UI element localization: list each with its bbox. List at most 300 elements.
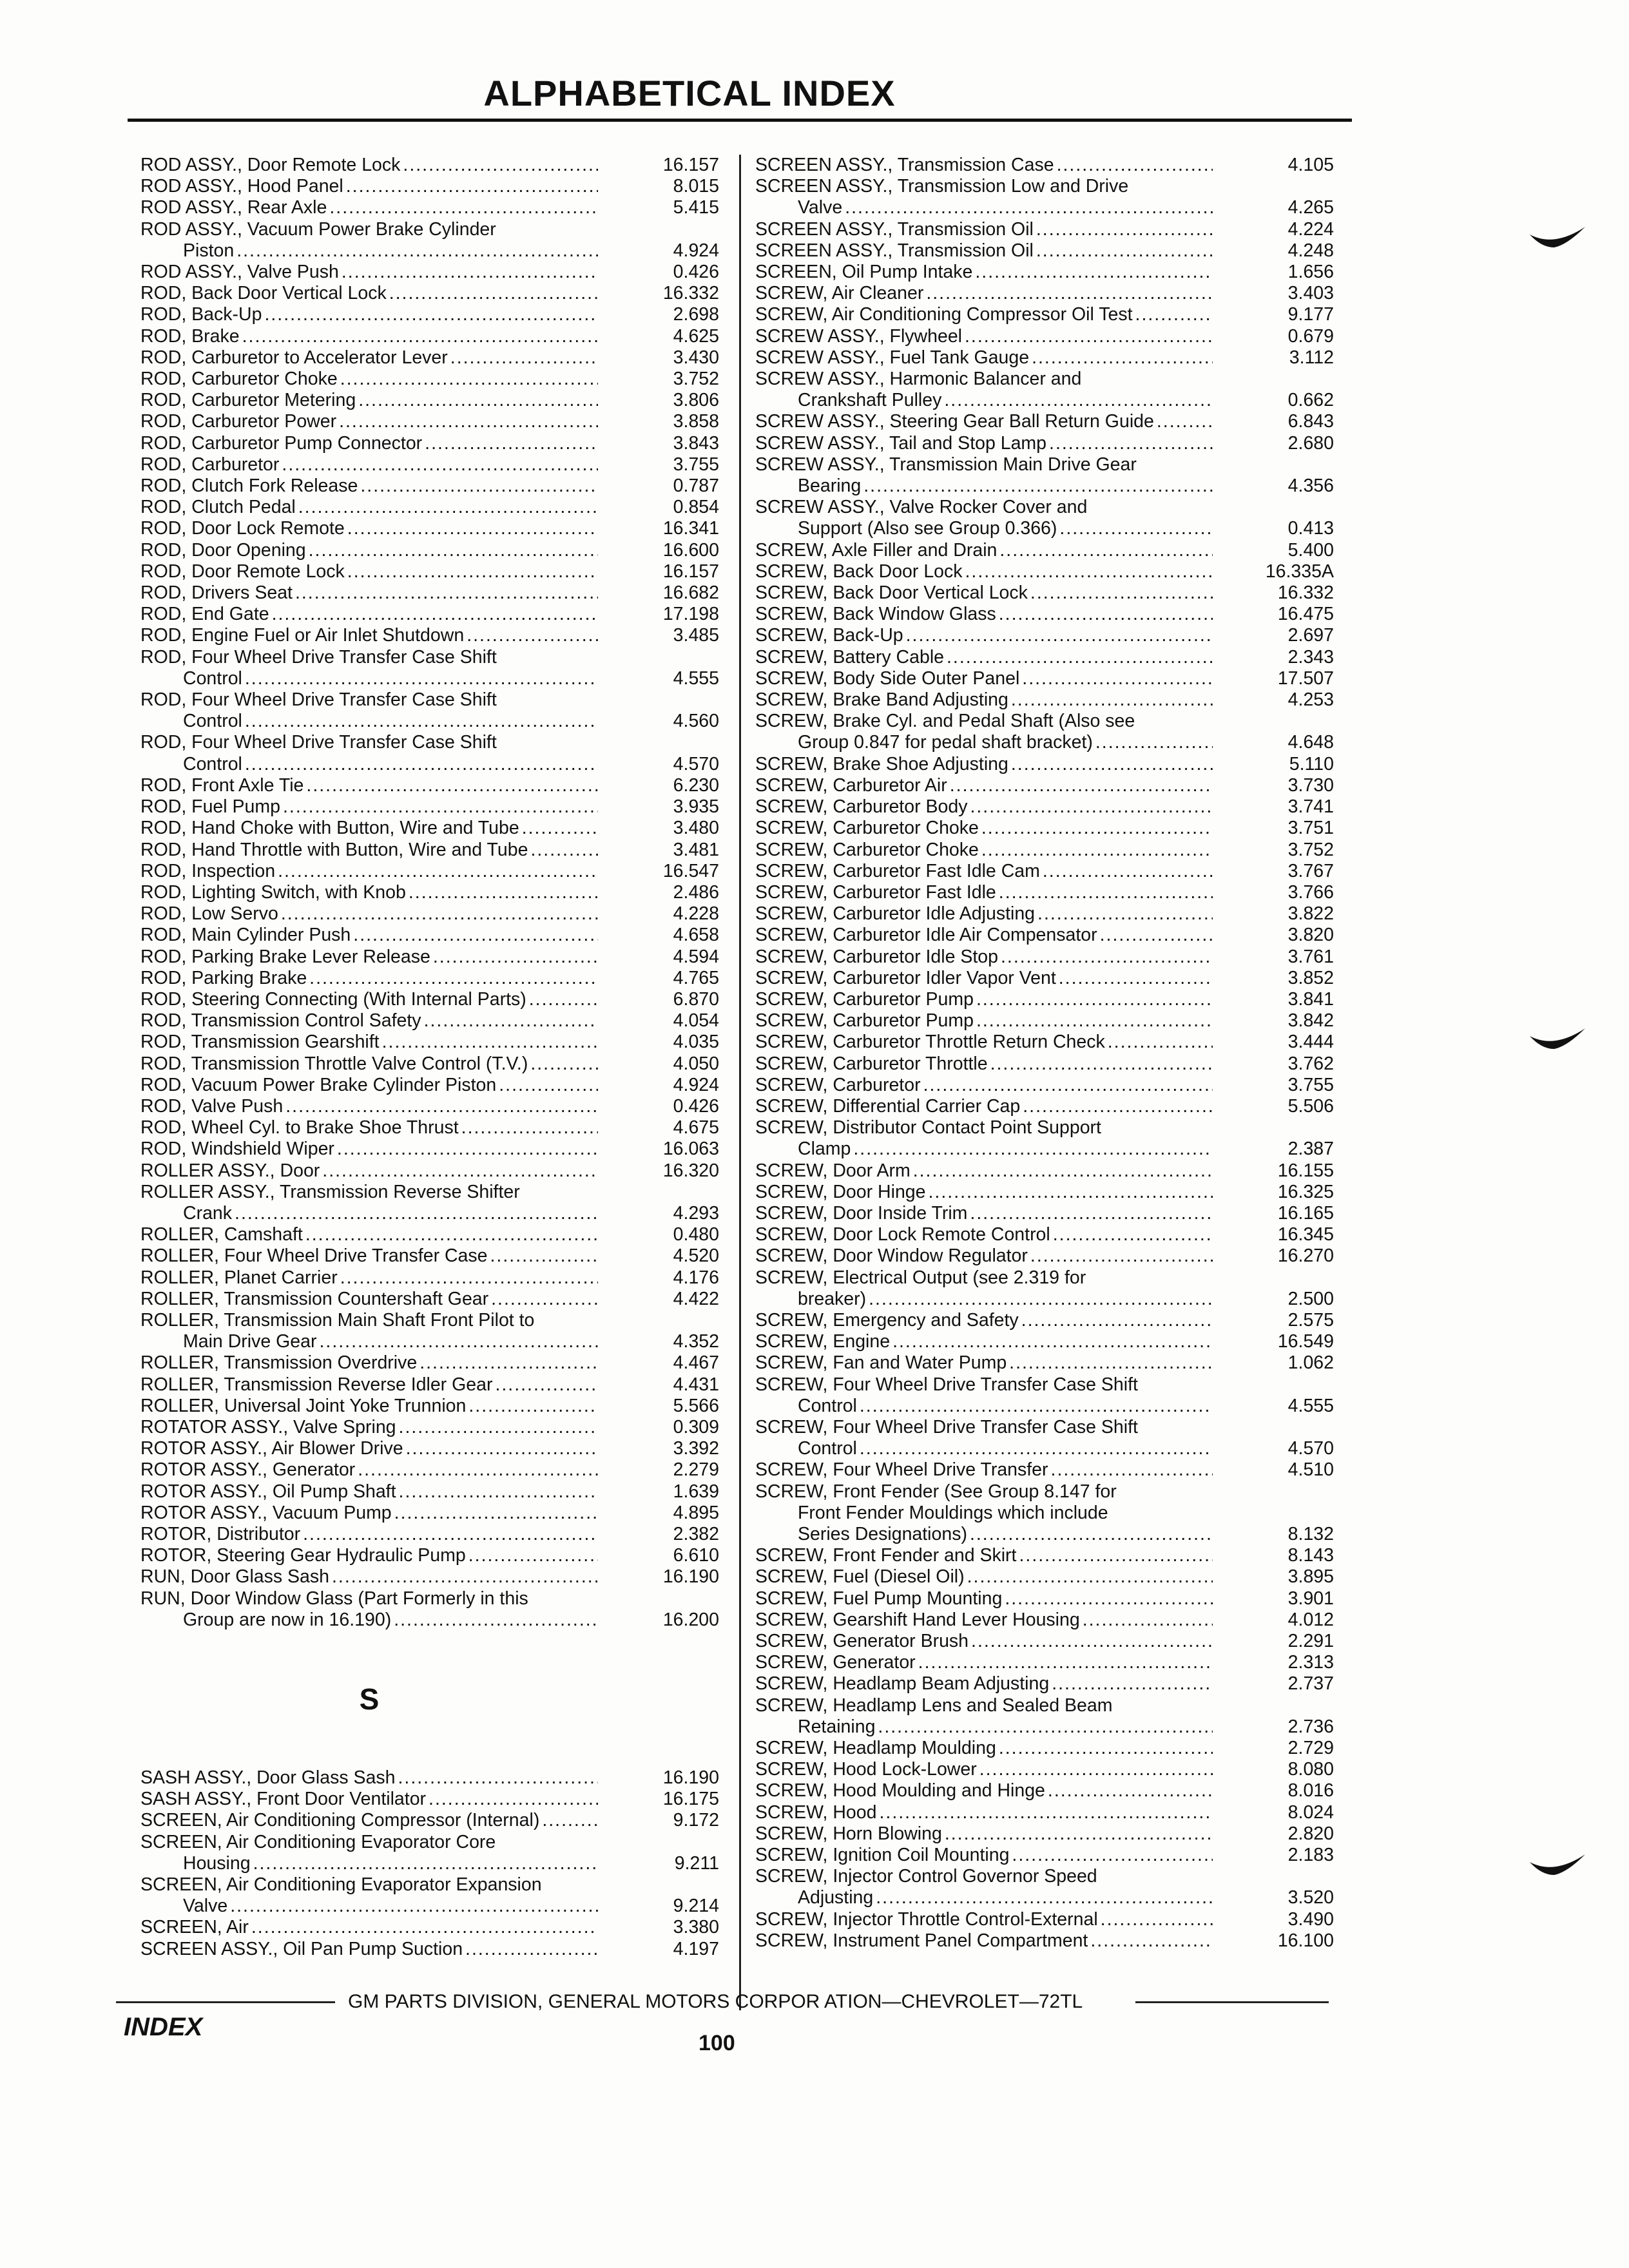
entry-text-line — [140, 1524, 598, 1545]
group-number: 16.547 — [662, 860, 719, 881]
group-number: 3.755 — [673, 454, 719, 475]
entry-description — [140, 1810, 598, 1831]
binder-tab-mark — [1528, 226, 1588, 251]
dot-leader — [999, 540, 1213, 561]
dot-leader — [339, 411, 598, 432]
dot-leader — [1049, 433, 1213, 454]
dot-leader — [1053, 1224, 1213, 1245]
index-entry — [140, 1289, 727, 1310]
entry-description — [140, 497, 598, 518]
entry-text-line — [140, 689, 598, 711]
entry-text: SCREW, Carburetor Idle Adjusting — [755, 903, 1036, 925]
entry-text: SCREW, Injector Control Governor Speed — [755, 1866, 1097, 1887]
entry-text-line — [755, 604, 1213, 625]
dot-leader — [281, 903, 598, 925]
entry-text-line — [755, 1396, 1213, 1417]
entry-text-line — [755, 155, 1213, 176]
entry-text: SCREW, Injector Throttle Control-External — [755, 1908, 1098, 1930]
index-entry — [140, 1374, 727, 1396]
entry-description — [140, 1417, 598, 1438]
dot-leader — [1012, 1845, 1213, 1866]
entry-description — [755, 968, 1213, 989]
entry-text-line — [140, 1310, 598, 1331]
dot-leader — [251, 1917, 598, 1938]
entry-description — [140, 604, 598, 625]
entry-text-line — [140, 1224, 598, 1245]
entry-description — [755, 1845, 1213, 1866]
entry-description — [755, 1545, 1213, 1566]
entry-text: SCREW, Body Side Outer Panel — [755, 668, 1020, 689]
dot-leader — [406, 1438, 598, 1459]
index-entry — [755, 903, 1342, 925]
entry-text-line — [140, 604, 598, 625]
dot-leader — [264, 304, 598, 325]
group-number: 0.679 — [1287, 325, 1334, 347]
entry-text: SCREW, Instrument Panel Compartment — [755, 1930, 1088, 1951]
index-entry — [140, 433, 727, 454]
entry-text: SCREW, Carburetor Pump — [755, 988, 974, 1010]
entry-text-line — [140, 1459, 598, 1481]
index-entry — [140, 304, 727, 325]
group-number: 4.431 — [673, 1374, 719, 1395]
group-number: 4.105 — [1287, 155, 1334, 175]
entry-text: SCREW, Back Door Lock — [755, 561, 963, 582]
entry-description — [140, 796, 598, 818]
index-entry — [140, 925, 727, 946]
dot-leader — [981, 818, 1213, 839]
entry-text-line — [140, 775, 598, 796]
entry-description — [755, 882, 1213, 903]
entry-description — [140, 540, 598, 561]
entry-text-line — [140, 347, 598, 369]
index-entry — [755, 347, 1342, 369]
entry-text: SCREW, Carburetor Fast Idle — [755, 881, 996, 903]
entry-text: SCREW, Front Fender (See Group 8.147 for — [755, 1481, 1117, 1502]
entry-description — [755, 818, 1213, 839]
entry-description — [755, 454, 1213, 497]
dot-leader — [419, 1352, 598, 1374]
group-number: 3.485 — [673, 625, 719, 646]
entry-description — [140, 1396, 598, 1417]
entry-description — [755, 754, 1213, 775]
entry-description — [140, 689, 598, 732]
group-number: 6.610 — [673, 1545, 719, 1566]
entry-text-line — [755, 818, 1213, 839]
group-number: 3.480 — [673, 818, 719, 839]
entry-text: ROD, Windshield Wiper — [140, 1139, 334, 1160]
entry-text-line — [140, 1075, 598, 1096]
index-entry — [755, 497, 1342, 539]
group-number: 3.730 — [1287, 774, 1334, 796]
entry-text-line — [755, 561, 1213, 582]
entry-text-line — [140, 1139, 598, 1160]
dot-leader — [283, 796, 598, 818]
index-entry — [755, 304, 1342, 325]
entry-text: SCREW, Door Arm — [755, 1160, 911, 1181]
entry-text: Clamp — [798, 1139, 851, 1160]
section-label: INDEX — [124, 2013, 203, 2041]
dot-leader — [1036, 240, 1213, 262]
index-entry — [140, 1767, 727, 1789]
index-entry — [755, 1352, 1342, 1374]
index-entry — [140, 1310, 727, 1352]
index-entry — [140, 1874, 727, 1917]
group-number: 4.224 — [1287, 218, 1334, 240]
group-number: 3.852 — [1287, 967, 1334, 988]
entry-text: ROD, Inspection — [140, 860, 276, 881]
entry-description — [755, 711, 1213, 753]
entry-text: SCREW ASSY., Transmission Main Drive Gear — [755, 454, 1137, 475]
index-entry — [755, 1267, 1342, 1310]
entry-text: ROD, Transmission Control Safety — [140, 1010, 421, 1032]
entry-description — [755, 796, 1213, 818]
index-entry — [140, 1832, 727, 1874]
entry-text: Retaining — [798, 1716, 876, 1737]
group-number: 2.291 — [1287, 1631, 1334, 1652]
entry-text: ROD, Carburetor Pump Connector — [140, 432, 423, 454]
entry-description — [140, 1939, 598, 1960]
entry-description — [140, 1481, 598, 1503]
entry-text: SCREW, Air Cleaner — [755, 283, 924, 304]
entry-text: ROD, Door Remote Lock — [140, 561, 345, 582]
index-entry — [755, 582, 1342, 604]
entry-text: SCREW, Hood Moulding and Hinge — [755, 1780, 1045, 1802]
index-entry — [140, 1417, 727, 1438]
entry-description — [140, 1010, 598, 1032]
dot-leader — [906, 625, 1213, 646]
entry-text: SCREW, Generator Brush — [755, 1631, 969, 1652]
index-entry — [140, 968, 727, 989]
dot-leader — [1011, 754, 1213, 775]
group-number: 5.400 — [1287, 539, 1334, 561]
entry-description — [140, 326, 598, 347]
entry-text-line — [140, 903, 598, 925]
group-number: 17.507 — [1277, 668, 1334, 689]
index-entry — [755, 1032, 1342, 1053]
entry-text-line — [755, 433, 1213, 454]
entry-description — [755, 582, 1213, 604]
title-rule — [128, 119, 1352, 122]
entry-description — [755, 647, 1213, 668]
entry-text: Adjusting — [798, 1887, 874, 1908]
entry-description — [755, 1866, 1213, 1908]
group-number: 3.444 — [1287, 1032, 1334, 1053]
dot-leader — [332, 1566, 598, 1588]
entry-text: ROD, Brake — [140, 325, 240, 347]
entry-text: SCREW, Brake Band Adjusting — [755, 689, 1008, 711]
entry-text: Control — [183, 711, 242, 732]
dot-leader — [860, 1438, 1213, 1459]
dot-leader — [1059, 968, 1213, 989]
entry-description — [755, 1759, 1213, 1780]
entry-text-line — [140, 240, 598, 262]
index-entry — [755, 1374, 1342, 1417]
entry-text-line — [140, 1481, 598, 1503]
entry-text: ROTOR ASSY., Oil Pump Shaft — [140, 1481, 396, 1502]
entry-description — [140, 1566, 598, 1588]
entry-description — [140, 732, 598, 774]
dot-leader — [853, 1139, 1213, 1160]
dot-leader — [399, 1417, 598, 1438]
entry-text: SCREW, Carburetor Body — [755, 796, 968, 818]
dot-leader — [1009, 1352, 1213, 1374]
entry-text: ROD, Low Servo — [140, 903, 278, 925]
group-number: 3.842 — [1287, 1010, 1334, 1032]
entry-text-line — [755, 283, 1213, 304]
dot-leader — [309, 540, 598, 561]
dot-leader — [295, 582, 598, 604]
group-number: 16.155 — [1277, 1160, 1334, 1181]
dot-leader — [1030, 1245, 1213, 1267]
index-entry — [755, 861, 1342, 882]
entry-text-line — [755, 711, 1213, 732]
dot-leader — [1019, 1545, 1213, 1566]
dot-leader — [409, 882, 598, 903]
index-entry — [140, 1588, 727, 1631]
index-entry — [755, 625, 1342, 646]
index-entry — [140, 347, 727, 369]
group-number: 16.157 — [662, 155, 719, 175]
entry-text: ROD, Carburetor to Accelerator Lever — [140, 347, 448, 368]
s-entry-list — [140, 1767, 727, 1960]
dot-leader — [1043, 861, 1213, 882]
dot-leader — [976, 1010, 1213, 1032]
entry-text: SCREW ASSY., Fuel Tank Gauge — [755, 347, 1030, 368]
dot-leader — [1051, 1459, 1213, 1481]
group-number: 4.248 — [1287, 240, 1334, 261]
group-number: 16.335A — [1265, 561, 1334, 582]
entry-text-line — [140, 1352, 598, 1374]
entry-text-line — [755, 861, 1213, 882]
entry-text-line — [140, 1939, 598, 1960]
dot-leader — [236, 240, 598, 262]
entry-text: SCREW, Ignition Coil Mounting — [755, 1845, 1010, 1866]
entry-description — [755, 155, 1213, 176]
entry-description — [755, 1203, 1213, 1224]
entry-description — [140, 176, 598, 197]
entry-text: ROD, Carburetor Choke — [140, 369, 338, 390]
index-entry — [140, 1566, 727, 1588]
entry-text: ROD, Transmission Gearshift — [140, 1032, 380, 1053]
entry-text: SCREW ASSY., Tail and Stop Lamp — [755, 432, 1047, 454]
index-entry — [755, 1652, 1342, 1673]
section-letter-heading: S — [359, 1682, 380, 1716]
entry-text-line — [755, 1117, 1213, 1139]
dot-leader — [879, 1802, 1213, 1823]
dot-leader — [944, 390, 1213, 411]
entry-text-line — [140, 1096, 598, 1117]
entry-text: SCREW, Door Inside Trim — [755, 1202, 968, 1224]
index-entry — [755, 647, 1342, 668]
entry-text: ROD, Steering Connecting (With Internal Parts) — [140, 988, 526, 1010]
group-number: 3.901 — [1287, 1588, 1334, 1609]
index-entry — [755, 604, 1342, 625]
dot-leader — [990, 1053, 1213, 1075]
entry-text-line — [140, 561, 598, 582]
entry-description — [140, 625, 598, 646]
entry-text-line — [140, 518, 598, 539]
group-number: 4.658 — [673, 925, 719, 946]
group-number: 2.387 — [1287, 1139, 1334, 1160]
entry-text: ROD, Lighting Switch, with Knob — [140, 881, 406, 903]
dot-leader — [923, 1075, 1213, 1096]
entry-text: ROD, Engine Fuel or Air Inlet Shutdown — [140, 625, 465, 646]
group-number: 4.352 — [673, 1331, 719, 1352]
dot-leader — [433, 947, 598, 968]
group-number: 16.100 — [1277, 1930, 1334, 1951]
dot-leader — [1135, 304, 1213, 325]
entry-text: SCREEN, Air — [140, 1917, 249, 1938]
entry-description — [140, 1117, 598, 1139]
dot-leader — [1011, 689, 1213, 711]
entry-text: ROLLER, Transmission Reverse Idler Gear — [140, 1374, 493, 1395]
index-entry — [755, 1117, 1342, 1160]
group-number: 4.570 — [673, 753, 719, 774]
dot-leader — [495, 1374, 598, 1396]
entry-text: SCREW, Carburetor Fast Idle Cam — [755, 860, 1040, 881]
index-entry — [140, 818, 727, 839]
entry-text-line — [140, 326, 598, 347]
index-entry — [755, 1245, 1342, 1267]
group-number: 2.382 — [673, 1524, 719, 1544]
index-entry — [140, 1182, 727, 1224]
entry-description — [140, 1545, 598, 1566]
entry-description — [755, 240, 1213, 262]
entry-text: SCREW, Carburetor Choke — [755, 839, 979, 860]
entry-text-line — [755, 1374, 1213, 1396]
group-number: 4.356 — [1287, 476, 1334, 497]
entry-text-line — [140, 390, 598, 411]
index-entry — [755, 968, 1342, 989]
index-entry — [140, 1139, 727, 1160]
entry-text: SCREW, Differential Carrier Cap — [755, 1095, 1021, 1117]
dot-leader — [235, 1203, 598, 1224]
entry-description — [140, 1524, 598, 1545]
group-number: 16.325 — [1277, 1181, 1334, 1202]
dot-leader — [403, 155, 598, 176]
index-entry — [755, 1075, 1342, 1096]
group-number: 3.767 — [1287, 860, 1334, 881]
group-number: 2.697 — [1287, 625, 1334, 646]
entry-description — [755, 1631, 1213, 1652]
entry-text: SCREW, Axle Filler and Drain — [755, 539, 998, 561]
dot-leader — [1095, 732, 1213, 753]
group-number: 3.520 — [1287, 1887, 1334, 1908]
entry-text-line — [755, 882, 1213, 903]
entry-description — [755, 369, 1213, 411]
group-number: 2.313 — [1287, 1652, 1334, 1673]
group-number: 4.594 — [673, 946, 719, 967]
group-number: 4.520 — [673, 1245, 719, 1267]
index-entry — [140, 155, 727, 176]
group-number: 9.214 — [673, 1896, 719, 1917]
entry-text-line — [140, 1545, 598, 1566]
entry-description — [755, 326, 1213, 347]
entry-text: SCREEN, Air Conditioning Evaporator Expansion — [140, 1874, 542, 1896]
entry-text-line — [140, 668, 598, 689]
dot-leader — [926, 283, 1213, 304]
entry-description — [755, 1481, 1213, 1546]
dot-leader — [529, 989, 598, 1010]
group-number: 4.570 — [1287, 1438, 1334, 1459]
group-number: 3.761 — [1287, 946, 1334, 967]
dot-leader — [319, 1331, 598, 1352]
entry-text-line — [755, 1203, 1213, 1224]
entry-description — [140, 1096, 598, 1117]
entry-description — [755, 1695, 1213, 1738]
entry-text-line — [755, 582, 1213, 604]
index-entry — [140, 176, 727, 197]
entry-text: SCREW, Carburetor Throttle — [755, 1053, 988, 1074]
dot-leader — [398, 1767, 599, 1789]
entry-description — [140, 433, 598, 454]
entry-text-line — [140, 1182, 598, 1203]
index-entry — [755, 1566, 1342, 1588]
group-number: 3.858 — [673, 411, 719, 432]
group-number: 3.392 — [673, 1438, 719, 1459]
group-number: 4.422 — [673, 1288, 719, 1309]
entry-text-line — [140, 1289, 598, 1310]
entry-text-line — [140, 1203, 598, 1224]
group-number: 9.211 — [674, 1852, 719, 1874]
entry-description — [140, 1245, 598, 1267]
group-number: 1.656 — [1287, 262, 1334, 283]
index-entry — [755, 840, 1342, 861]
entry-description — [755, 1802, 1213, 1823]
index-entry — [755, 754, 1342, 775]
entry-text-line — [755, 176, 1213, 197]
entry-text-line — [755, 689, 1213, 711]
entry-text-line — [755, 1224, 1213, 1245]
dot-leader — [845, 197, 1213, 218]
page-title: ALPHABETICAL INDEX — [483, 73, 896, 113]
group-number: 16.320 — [662, 1160, 719, 1181]
entry-text: ROD, Carburetor Metering — [140, 390, 356, 411]
group-number: 3.751 — [1287, 818, 1334, 839]
index-entry — [140, 861, 727, 882]
entry-description — [140, 454, 598, 476]
dot-leader — [282, 454, 598, 476]
entry-description — [140, 861, 598, 882]
index-entry — [140, 947, 727, 968]
dot-leader — [245, 754, 598, 775]
group-number: 16.175 — [662, 1789, 719, 1810]
dot-leader — [461, 1117, 598, 1139]
entry-text-line — [140, 1610, 598, 1631]
entry-text: SCREW ASSY., Flywheel — [755, 325, 963, 347]
dot-leader — [468, 1396, 598, 1417]
entry-description — [755, 347, 1213, 369]
group-number: 4.510 — [1287, 1459, 1334, 1481]
entry-text: SCREEN ASSY., Transmission Oil — [755, 240, 1034, 261]
entry-description — [140, 1352, 598, 1374]
entry-text-line — [755, 647, 1213, 668]
dot-leader — [399, 1481, 598, 1503]
entry-text: SCREW, Fan and Water Pump — [755, 1352, 1007, 1374]
binder-tab-mark — [1528, 1853, 1588, 1879]
index-entry — [755, 283, 1342, 304]
index-entry — [755, 1331, 1342, 1352]
group-number: 4.625 — [673, 325, 719, 347]
entry-text-line — [140, 732, 598, 753]
entry-text: Control — [183, 668, 242, 689]
index-entry — [140, 840, 727, 861]
dot-leader — [970, 796, 1213, 818]
dot-leader — [346, 176, 598, 197]
group-number: 3.490 — [1287, 1908, 1334, 1930]
index-entry — [140, 326, 727, 347]
entry-description — [755, 1010, 1213, 1032]
